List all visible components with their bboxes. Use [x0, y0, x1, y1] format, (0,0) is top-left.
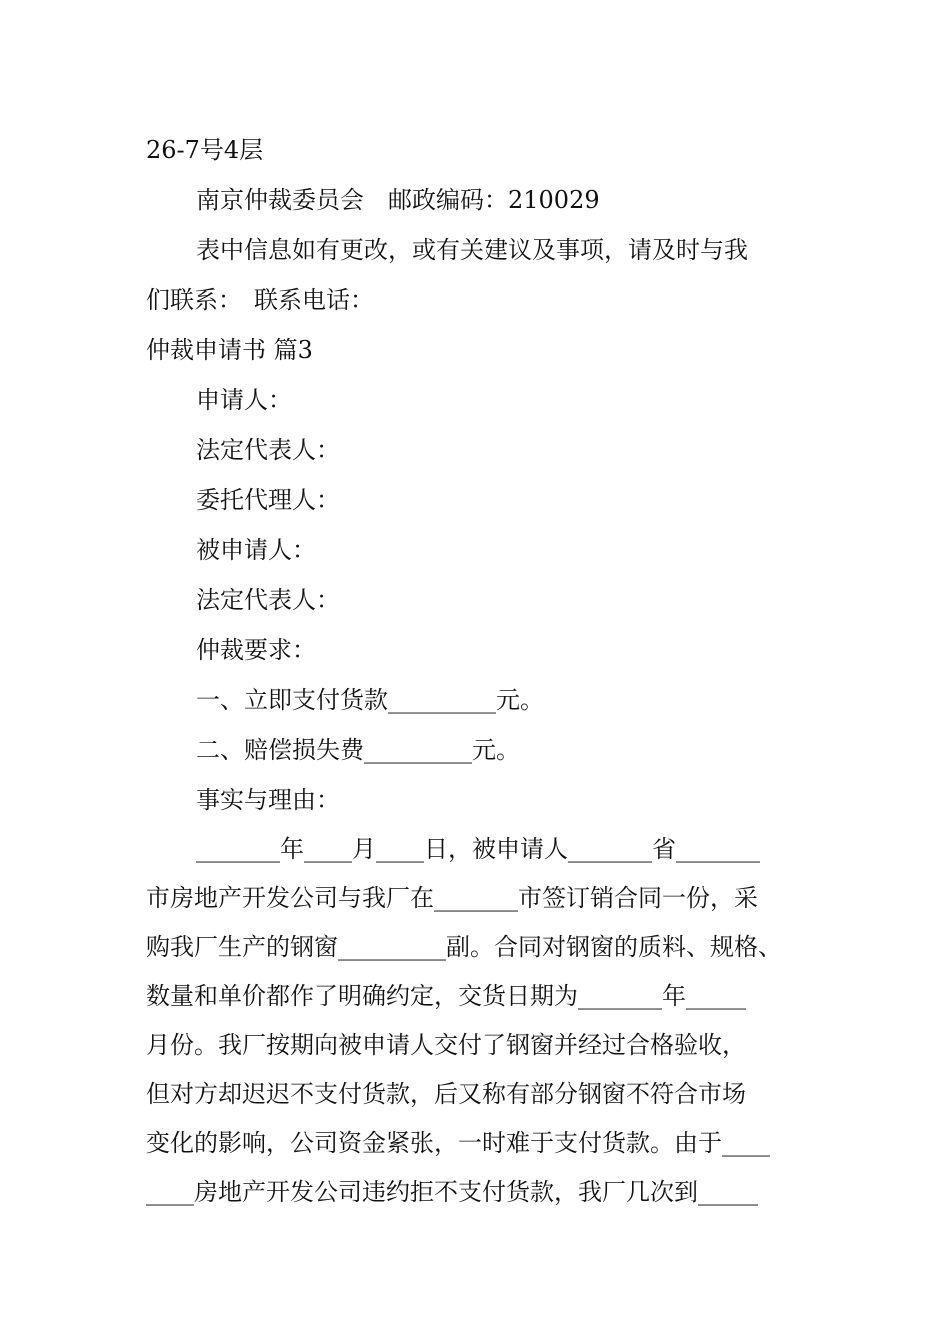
- applicant-field: 申请人：: [196, 386, 292, 414]
- body-line-4: 数量和单价都作了明确约定，交货日期为_______年_____: [146, 982, 746, 1010]
- agent-field: 委托代理人：: [196, 486, 340, 514]
- body-line-8: ____房地产开发公司违约拒不支付货款，我厂几次到_____: [146, 1178, 758, 1206]
- legal-rep-field: 法定代表人：: [196, 436, 340, 464]
- body-line-5: 月份。我厂按期向被申请人交付了钢窗并经过合格验收，: [146, 1031, 746, 1059]
- claim-item-1: 一、立即支付货款_________元。: [196, 686, 544, 714]
- body-line-7: 变化的影响，公司资金紧张，一时难于支付货款。由于____: [146, 1129, 770, 1157]
- commission-postcode-line: 南京仲裁委员会 邮政编码：210029: [196, 186, 600, 214]
- address-line: 26-7号4层: [146, 136, 264, 164]
- respondent-legal-rep-field: 法定代表人：: [196, 586, 340, 614]
- body-line-3: 购我厂生产的钢窗_________副。合同对钢窗的质料、规格、: [146, 933, 782, 961]
- respondent-field: 被申请人：: [196, 536, 316, 564]
- body-line-1: _______年____月____日，被申请人_______省_______: [196, 835, 760, 863]
- body-line-6: 但对方却迟迟不支付货款，后又称有部分钢窗不符合市场: [146, 1080, 746, 1108]
- claims-heading: 仲裁要求：: [196, 636, 316, 664]
- facts-heading: 事实与理由：: [196, 786, 340, 814]
- claim-item-2: 二、赔偿损失费_________元。: [196, 736, 520, 764]
- notice-line-1: 表中信息如有更改，或有关建议及事项，请及时与我: [196, 236, 748, 264]
- notice-line-2: 们联系： 联系电话：: [146, 286, 374, 314]
- section-heading: 仲裁申请书 篇3: [146, 336, 313, 364]
- body-line-2: 市房地产开发公司与我厂在_______市签订销合同一份，采: [146, 884, 758, 912]
